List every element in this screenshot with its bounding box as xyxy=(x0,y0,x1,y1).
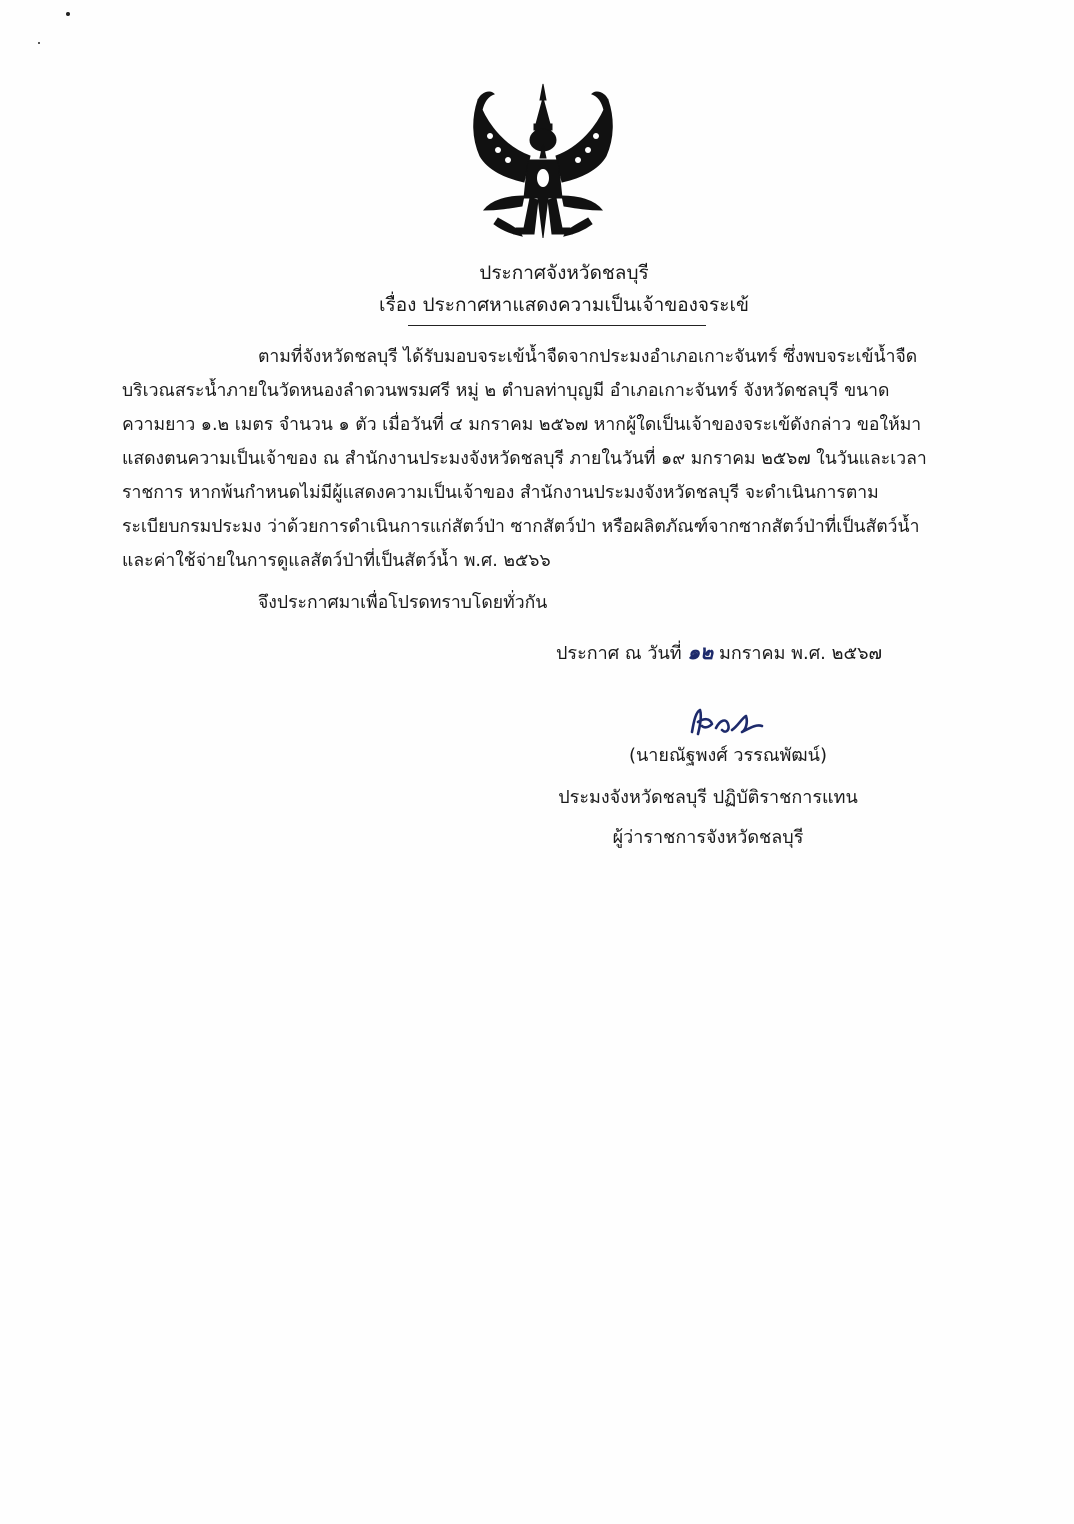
closing-line: จึงประกาศมาเพื่อโปรดทราบโดยทั่วกัน xyxy=(258,593,548,613)
body-line: บริเวณสระน้ำภายในวัดหนองลำดวนพรมศรี หมู่ ๒ ตำบลท่าบุญมี อำเภอเกาะจันทร์ จังหวัดชลบุรี ขนาด xyxy=(122,381,890,401)
garuda-emblem xyxy=(458,78,628,250)
body-line: ความยาว ๑.๒ เมตร จำนวน ๑ ตัว เมื่อวันที่ ๔ มกราคม ๒๕๖๗ หากผู้ใดเป็นเจ้าของจระเข้ดังกล่าว ขอให้มา xyxy=(122,415,922,435)
date-prefix: ประกาศ ณ วันที่ xyxy=(556,643,682,664)
body-line: แสดงตนความเป็นเจ้าของ ณ สำนักงานประมงจังหวัดชลบุรี ภายในวันที่ ๑๙ มกราคม ๒๕๖๗ ในวันและเวลา xyxy=(122,449,927,469)
signatory-name: (นายณัฐพงศ์ วรรณพัฒน์) xyxy=(628,745,827,766)
signatory-acting-for: ผู้ว่าราชการจังหวัดชลบุรี xyxy=(612,827,804,848)
announcement-title: ประกาศจังหวัดชลบุรี xyxy=(479,262,649,284)
scan-speck xyxy=(38,42,40,44)
announcement-subject: เรื่อง ประกาศหาแสดงความเป็นเจ้าของจระเข้ xyxy=(379,294,749,316)
title-divider xyxy=(408,325,706,326)
scan-speck xyxy=(66,12,70,16)
body-line: และค่าใช้จ่ายในการดูแลสัตว์ป่าที่เป็นสัตว์น้ำ พ.ศ. ๒๕๖๖ xyxy=(122,551,551,571)
signature xyxy=(686,706,766,740)
announcement-date xyxy=(556,636,882,668)
date-suffix: มกราคม พ.ศ. ๒๕๖๗ xyxy=(718,643,883,664)
handwritten-day: ๑๒ xyxy=(687,640,714,664)
body-line: ราชการ หากพ้นกำหนดไม่มีผู้แสดงความเป็นเจ้าของ สำนักงานประมงจังหวัดชลบุรี จะดำเนินการตาม xyxy=(122,483,879,503)
body-line: ระเบียบกรมประมง ว่าด้วยการดำเนินการแก่สัตว์ป่า ซากสัตว์ป่า หรือผลิตภัณฑ์จากซากสัตว์ป่าที่เป็นสัตว์น้ำ xyxy=(122,517,920,537)
body-line: ตามที่จังหวัดชลบุรี ได้รับมอบจระเข้น้ำจืดจากประมงอำเภอเกาะจันทร์ ซึ่งพบจระเข้น้ำจืด xyxy=(258,347,918,367)
signatory-position: ประมงจังหวัดชลบุรี ปฏิบัติราชการแทน xyxy=(558,787,858,808)
